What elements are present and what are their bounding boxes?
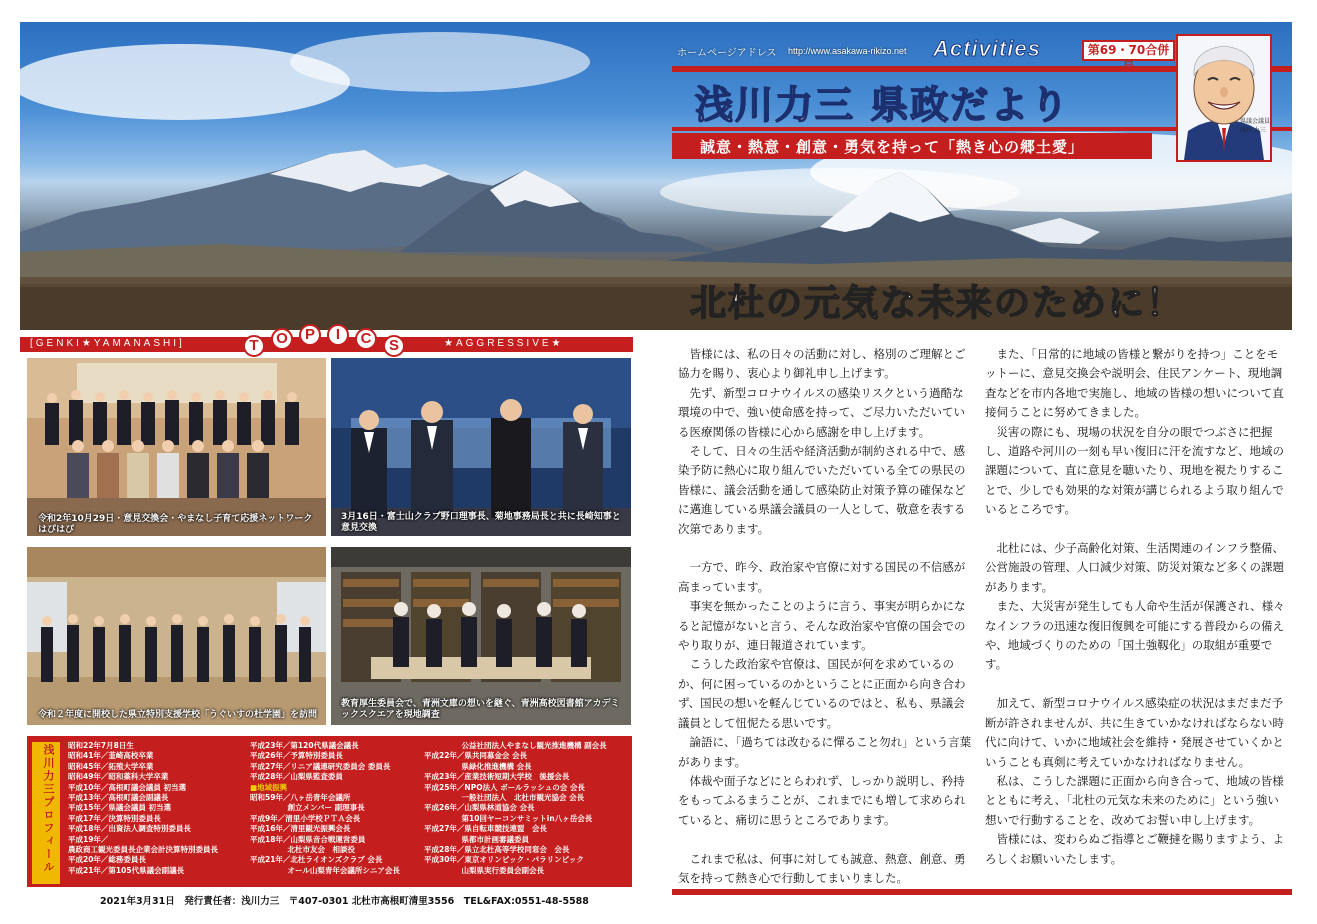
- body-paragraph: こうした政治家や官僚は、国民が何を求めているのか、何に困っているのかということに正面から向き合わず、国民の想いを軽んじているのではと、私も、県議会議員として忸怩たる思いです。: [678, 657, 966, 730]
- body-paragraph: 皆様には、変わらぬご指導とご鞭撻を賜りますよう、よろしくお願いいたします。: [985, 832, 1284, 866]
- portrait-caption-role: 県議会議員: [1240, 118, 1271, 125]
- profile-entry: 山梨県実行委員会副会長: [424, 865, 544, 875]
- profile-entry: 平成9年／清里小学校ＰＴＡ会長: [250, 813, 361, 823]
- profile-entry: 平成13年／高根町議会副議長: [68, 792, 169, 802]
- paragraph-gap: [678, 830, 975, 849]
- profile-entry: 平成28年／県立北杜高等学校同窓会 会長: [424, 844, 570, 854]
- profile-entry: 平成23年／産業技術短期大学校 後援会長: [424, 772, 570, 782]
- profile-column-2: [250, 741, 400, 876]
- body-paragraph: 北杜には、少子高齢化対策、生活関連のインフラ整備、公営施設の管理、人口減少対策、防災対策など多くの課題があります。: [985, 541, 1284, 594]
- paragraph-gap: [678, 539, 975, 558]
- headline: 北杜の元気な未来のために！: [690, 283, 1185, 324]
- profile-entry: ■地域振興: [250, 782, 288, 792]
- topics-letter-s: S: [383, 335, 405, 357]
- topic-photo-3: [27, 547, 326, 725]
- profile-entry: 平成18年／山梨県音合戦運営委員: [250, 834, 366, 844]
- bottom-rule: [672, 889, 1292, 895]
- homepage-label: ホームページアドレス: [677, 48, 777, 59]
- profile-entry: 平成26年／予算特別委員長: [250, 751, 343, 761]
- profile-entry: 平成30年／東京オリンピック・パラリンピック: [424, 855, 584, 865]
- body-paragraph: そして、日々の生活や経済活動が制約される中で、感染予防に熱心に取り組んでいただいている全ての県民の皆様に、議会活動を通して感染防止対策予算の確保などに邁進している県議会議員の一人として、敬意を表する次第であります。: [678, 444, 966, 536]
- issue-badge: 第69・70合併: [1082, 40, 1175, 61]
- profile-entry: 昭和49年／昭和薬科大学卒業: [68, 772, 169, 782]
- profile-entry: 平成19年／: [68, 834, 109, 844]
- profile-entry: 昭和41年／韮崎高校卒業: [68, 751, 154, 761]
- profile-entry: 平成10年／高根町議会議員 初当選: [68, 782, 187, 792]
- profile-column-1: [68, 741, 218, 876]
- profile-entry: 第10回ヤーコンサミットin八ヶ岳会長: [424, 813, 593, 823]
- profile-entry: 農政商工観光委員長企業会計決算特別委員長: [68, 844, 218, 854]
- profile-entry: 平成22年／県共同募金会 会長: [424, 751, 528, 761]
- profile-entry: 一般社団法人 北杜市観光協会 会長: [424, 792, 585, 802]
- profile-entry: 平成18年／出資法人調査特別委員長: [68, 824, 191, 834]
- profile-entry: 昭和22年7月8日生: [68, 741, 134, 750]
- topics-letter-t: T: [243, 335, 265, 357]
- topic-photo-1: [27, 358, 326, 536]
- body-paragraph: 事実を無かったことのように言う、事実が明らかになると記憶がないと言う、そんな政治家や官僚の国会でのやり取りが、連日報道されています。: [678, 599, 966, 653]
- profile-entry: 平成17年／決算特別委員長: [68, 813, 161, 823]
- topics-left-text: [GENKI★YAMANASHI]: [30, 338, 185, 349]
- profile-entry: 平成26年／山梨県林道協会 会長: [424, 803, 535, 813]
- photo-2-caption: 3月16日・富士山クラブ野口理事長、菊地事務局長と共に長崎知事と意見交換: [341, 512, 621, 533]
- body-paragraph: 皆様には、私の日々の活動に対し、格別のご理解とご協力を賜り、衷心より御礼申し上げます。: [678, 347, 966, 381]
- body-paragraph: 一方で、昨今、政治家や官僚に対する国民の不信感が高まっています。: [678, 560, 966, 594]
- profile-entry: 昭和45年／拓殖大学卒業: [68, 761, 154, 771]
- body-paragraph: 災害の際にも、現場の状況を自分の眼でつぶさに把握し、道路や河川の一刻も早い復旧に汗を流すなど、地域の課題について、直に意見を聴いたり、現地を視たりすることで、少しでも効果的な対策が講じられるよう取り組んでいるところです。: [985, 424, 1284, 517]
- profile-entry: 昭和59年／八ヶ岳青年会議所: [250, 792, 351, 802]
- topics-right-text: ★AGGRESSIVE★: [444, 338, 564, 349]
- photo-1-caption: 令和2年10月29日・意見交換会・やまなし子育て応援ネットワーク はぴはぴ: [38, 514, 313, 535]
- topics-letter-c: C: [355, 328, 377, 350]
- body-column-1: [678, 345, 975, 888]
- profile-entry: 平成23年／第120代県議会議長: [250, 741, 359, 750]
- body-paragraph: これまで私は、何事に対しても誠意、熱意、創意、勇気を持って熱き心で行動してまいりました。: [678, 851, 966, 885]
- profile-entry: 平成28年／山梨県監査委員: [250, 772, 343, 782]
- caricature-icon: [1178, 36, 1270, 160]
- profile-entry: 平成20年／総務委員長: [68, 855, 146, 865]
- newsletter-title: 浅川力三 県政だより: [695, 83, 1071, 127]
- activities-logo: Activities: [933, 36, 1041, 61]
- portrait-caricature: [1176, 34, 1272, 162]
- profile-column-3: [424, 741, 607, 876]
- profile-entry: 創立メンバー 副理事長: [250, 803, 365, 813]
- profile-entry: オール山梨青年会議所シニア会長: [250, 865, 400, 875]
- profile-entry: 平成21年／北杜ライオンズクラブ 会長: [250, 855, 383, 865]
- profile-entry: 平成15年／県議会議員 初当選: [68, 803, 172, 813]
- body-paragraph: また、「日常的に地域の皆様と繋がりを持つ」ことをモットーに、意見交換会や説明会、住民アンケート、現地調査などを市内各地で実施し、地域の皆様の想いについて直接伺うことに努めてきました。: [985, 347, 1284, 420]
- profile-entry: 公益社団法人やまなし観光推進機構 副会長: [424, 741, 607, 750]
- body-paragraph: 私は、こうした課題に正面から向き合って、地域の皆様とともに考え、「北杜の元気な未来のために」という強い想いで行動することを、改めてお誓い申し上げます。: [985, 773, 1284, 827]
- slogan: 誠意・熱意・創意・勇気を持って「熱き心の郷土愛」: [700, 138, 1085, 156]
- profile-entry: 平成27年／県自転車競技連盟 会長: [424, 824, 547, 834]
- paragraph-gap: [985, 520, 1287, 539]
- body-paragraph: 加えて、新型コロナウイルス感染症の状況はまだまだ予断が許されませんが、共に生きていかなければならない時代に向けて、いかに地域社会を維持・発展させていくかということも真剣に考えていかなければなりません。: [985, 696, 1284, 769]
- profile-entry: 平成25年／NPO法人 ボールラッシュの会 会長: [424, 782, 585, 792]
- publication-footer: 2021年3月31日 発行責任者：浅川力三 〒407-0301 北杜市高根町清里3556 TEL&FAX:0551-48-5588: [100, 896, 589, 907]
- photo-3-caption: 令和２年度に開校した県立特別支援学校「うぐいすの杜学園」を訪問: [38, 710, 318, 720]
- body-paragraph: 先ず、新型コロナウイルスの感染リスクという過酷な環境の中で、強い使命感を持って、ご尽力いただいている医療関係の皆様に心から感謝を申し上げます。: [678, 385, 966, 439]
- homepage-url[interactable]: http://www.asakawa-rikizo.net: [788, 46, 907, 56]
- body-paragraph: 体裁や面子などにとらわれず、しっかり説明し、矜持をもってふるまうことが、これまでにも増して求められていると、痛切に思うところであります。: [678, 773, 966, 827]
- topic-photo-2: [331, 358, 631, 536]
- topics-letter-i: I: [327, 324, 349, 346]
- photo-4-caption: 教育厚生委員会で、青洲文庫の想いを継ぐ、青洲高校図書館アカデミックスクエアを現地調査: [341, 699, 620, 720]
- profile-entry: 県都市計画審議委員: [424, 834, 529, 844]
- body-paragraph: また、大災害が発生しても人命や生活が保護され、様々なインフラの迅速な復旧復興を可能にする普段からの備えや、地域づくりのための「国土強靱化」の取組が重要です。: [985, 599, 1285, 672]
- topics-letter-p: P: [299, 324, 321, 346]
- body-paragraph: 論語に、「過ちては改むるに憚ること勿れ」という言葉があります。: [678, 735, 972, 769]
- profile-entry: 平成21年／第105代県議会副議長: [68, 865, 185, 875]
- profile-label: 浅川力三プロフィール: [42, 744, 55, 874]
- profile-entry: 平成16年／清里観光振興会長: [250, 824, 351, 834]
- profile-entry: 平成27年／リニア議連研究委員会 委員長: [250, 761, 391, 771]
- profile-entry: 北杜市友会 相談役: [250, 844, 355, 854]
- profile-entry: 県緑化推進機構 会長: [424, 761, 532, 771]
- body-column-2: [985, 345, 1287, 869]
- paragraph-gap: [985, 675, 1287, 694]
- topics-letter-o: O: [271, 328, 293, 350]
- portrait-caption-name: 浅川 力三: [1240, 127, 1266, 134]
